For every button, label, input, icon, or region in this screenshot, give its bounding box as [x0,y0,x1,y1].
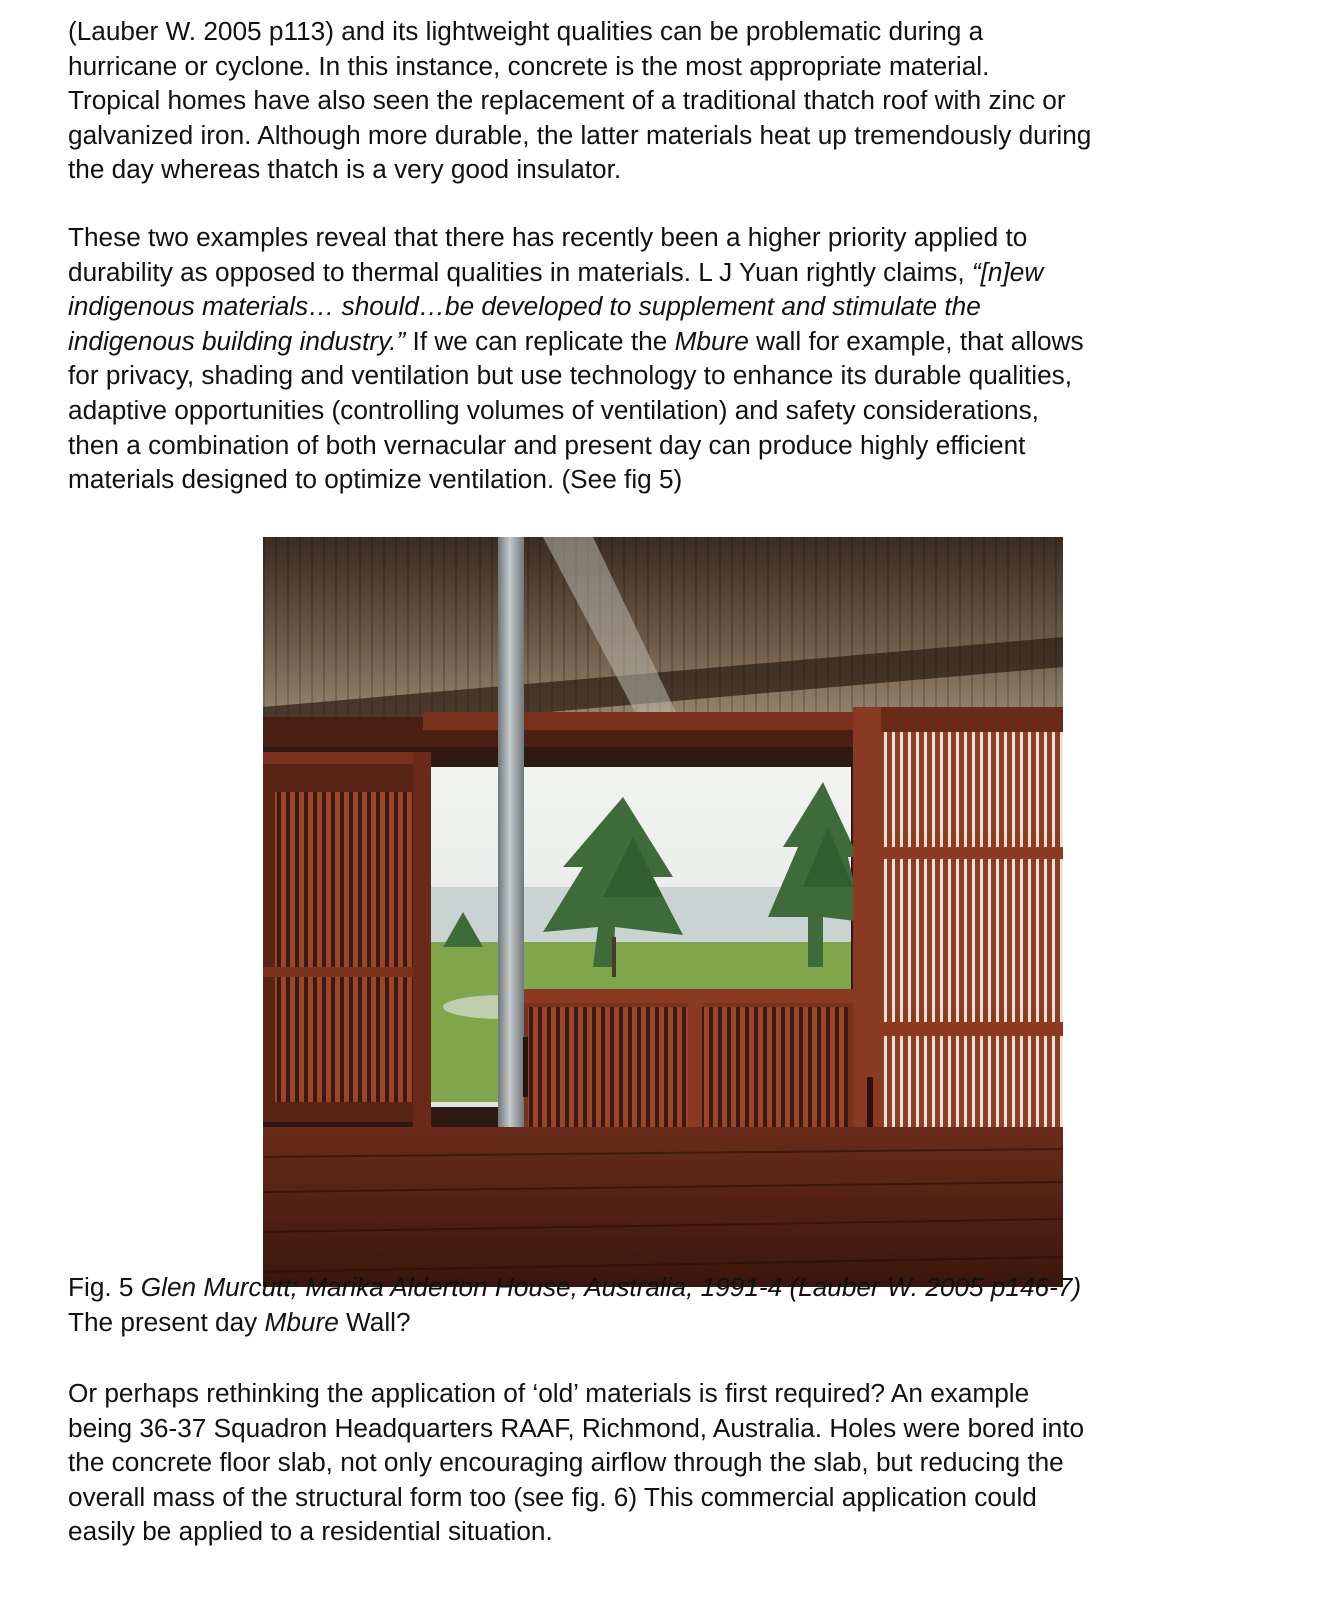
paragraph-line: being 36-37 Squadron Headquarters RAAF, Richmond, Australia. Holes were bored into [68,1412,1085,1443]
caption-line-2 [68,1305,1081,1340]
paragraph-line: These two examples reveal that there has recently been a higher priority applied to [68,222,1028,252]
plain-text: If we can replicate the [405,325,675,356]
paragraph-line [68,289,1268,324]
caption-label: Fig. 5 [68,1272,141,1302]
paragraph-line: overall mass of the structural form too (see fig. 6) This commercial application could [68,1481,1037,1512]
paragraph-line [68,255,1268,290]
plain-text: wall for example, that allows [748,325,1084,356]
caption-line-1 [68,1270,1081,1305]
quote-text: indigenous materials… should…be developed to supplement and stimulate the [68,291,981,322]
paragraph-line: then a combination of both vernacular and present day can produce highly efficient [68,429,1026,460]
plain-text: The present day [68,1306,265,1337]
paragraph-line: the concrete floor slab, not only encouraging airflow through the slab, but reducing the [68,1447,1064,1478]
plain-text: Wall? [338,1306,411,1337]
caption-title: Glen Murcutt; Marika Alderton House, Australia, 1991-4 (Lauber W. 2005 p146-7) [140,1272,1082,1302]
paragraph-2 [68,220,1268,497]
plain-text: durability as opposed to thermal qualities in materials. L J Yuan rightly claims, [68,256,972,287]
term-text: Mbure [264,1306,339,1337]
paragraph-line [68,324,1268,359]
quote-text: “[n]ew [971,256,1044,287]
figure-5-photo [263,537,1063,1287]
figure-caption [68,1270,1081,1339]
paragraph-line: the day whereas thatch is a very good insulator. [68,154,622,185]
paragraph-line: (Lauber W. 2005 p113) and its lightweight qualities can be problematic during a [68,16,984,46]
paragraph-line: easily be applied to a residential situation. [68,1516,553,1547]
paragraph-1 [68,14,1268,187]
paragraph-line: Tropical homes have also seen the replacement of a traditional thatch roof with zinc or [68,85,1066,116]
paragraph-3 [68,1376,1268,1549]
house-interior-illustration [263,537,1063,1287]
paragraph-line: materials designed to optimize ventilation. (See fig 5) [68,464,683,495]
quote-text: indigenous building industry.” [68,325,406,356]
paragraph-line: for privacy, shading and ventilation but use technology to enhance its durable qualities, [68,360,1073,391]
paragraph-line: hurricane or cyclone. In this instance, concrete is the most appropriate material. [68,50,990,81]
paragraph-line: Or perhaps rethinking the application of ‘old’ materials is first required? An example [68,1378,1030,1408]
paragraph-line: galvanized iron. Although more durable, the latter materials heat up tremendously during [68,119,1092,150]
paragraph-line: adaptive opportunities (controlling volumes of ventilation) and safety considerations, [68,394,1039,425]
term-text: Mbure [674,325,749,356]
